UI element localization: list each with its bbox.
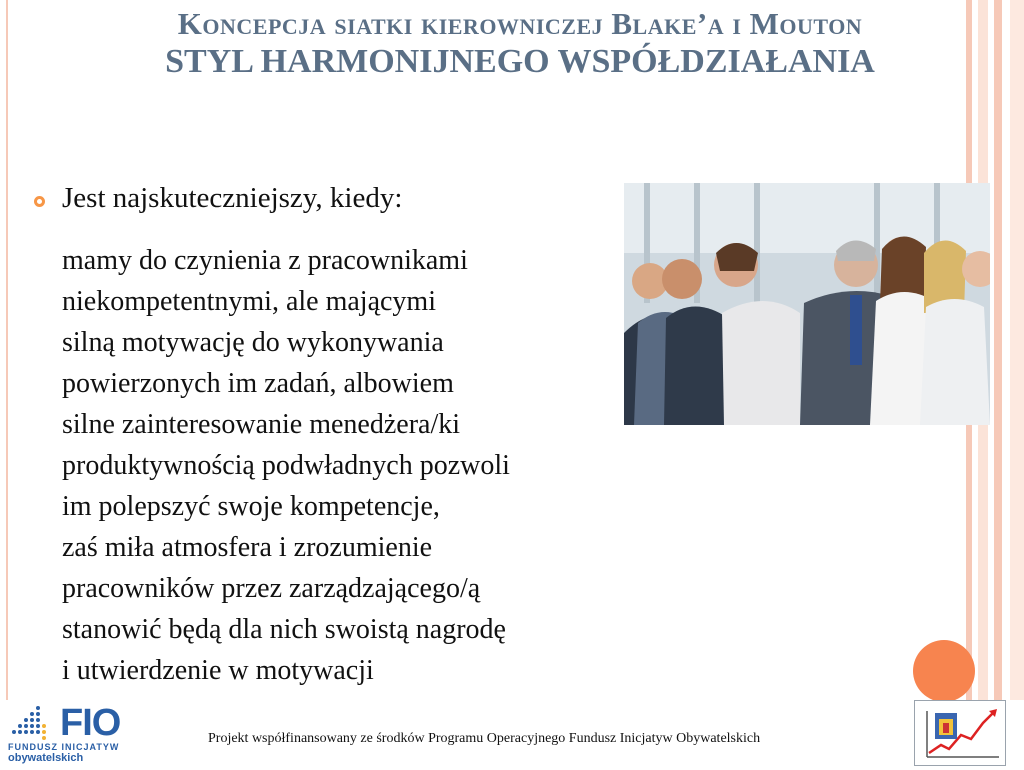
fio-logo-word: FIO (60, 702, 121, 744)
ring-bullet-icon (34, 196, 45, 207)
body-paragraph: mamy do czynienia z pracownikami niekompetentnymi, ale mającymi silną motywację do wykonywania powierzonych im zadań, albowiem silne zainteresowanie menedżera/ki produktywnością podwładnych pozwoli im polepszyć swoje kompetencje, zaś miła atmosfera i zrozumienie pracowników przez zarządzającego/ą stanowić będą dla nich swoistą nagrodę i utwierdzenie w motywacji (62, 245, 510, 686)
fio-logo (8, 700, 138, 766)
growth-chart-logo (914, 700, 1006, 766)
decorative-orange-circle (913, 640, 975, 702)
fio-logo-sub1: FUNDUSZ INICJATYW (8, 742, 120, 752)
left-decorative-line (6, 0, 8, 700)
slide-title (60, 6, 980, 81)
title-line-1: Koncepcja siatki kierowniczej Blake’a i Mouton (177, 6, 863, 41)
footer-funding-text: Projekt współfinansowany ze środków Programu Operacyjnego Fundusz Inicjatyw Obywatelskich (208, 731, 761, 746)
title-line-2: STYL HARMONIJNEGO WSPÓŁDZIAŁANIA (165, 42, 875, 80)
fio-dots-icon (8, 704, 52, 744)
bullet-text: Jest najskuteczniejszy, kiedy: (62, 182, 403, 214)
business-team-photo (624, 183, 990, 425)
fio-logo-sub2: obywatelskich (8, 752, 84, 764)
